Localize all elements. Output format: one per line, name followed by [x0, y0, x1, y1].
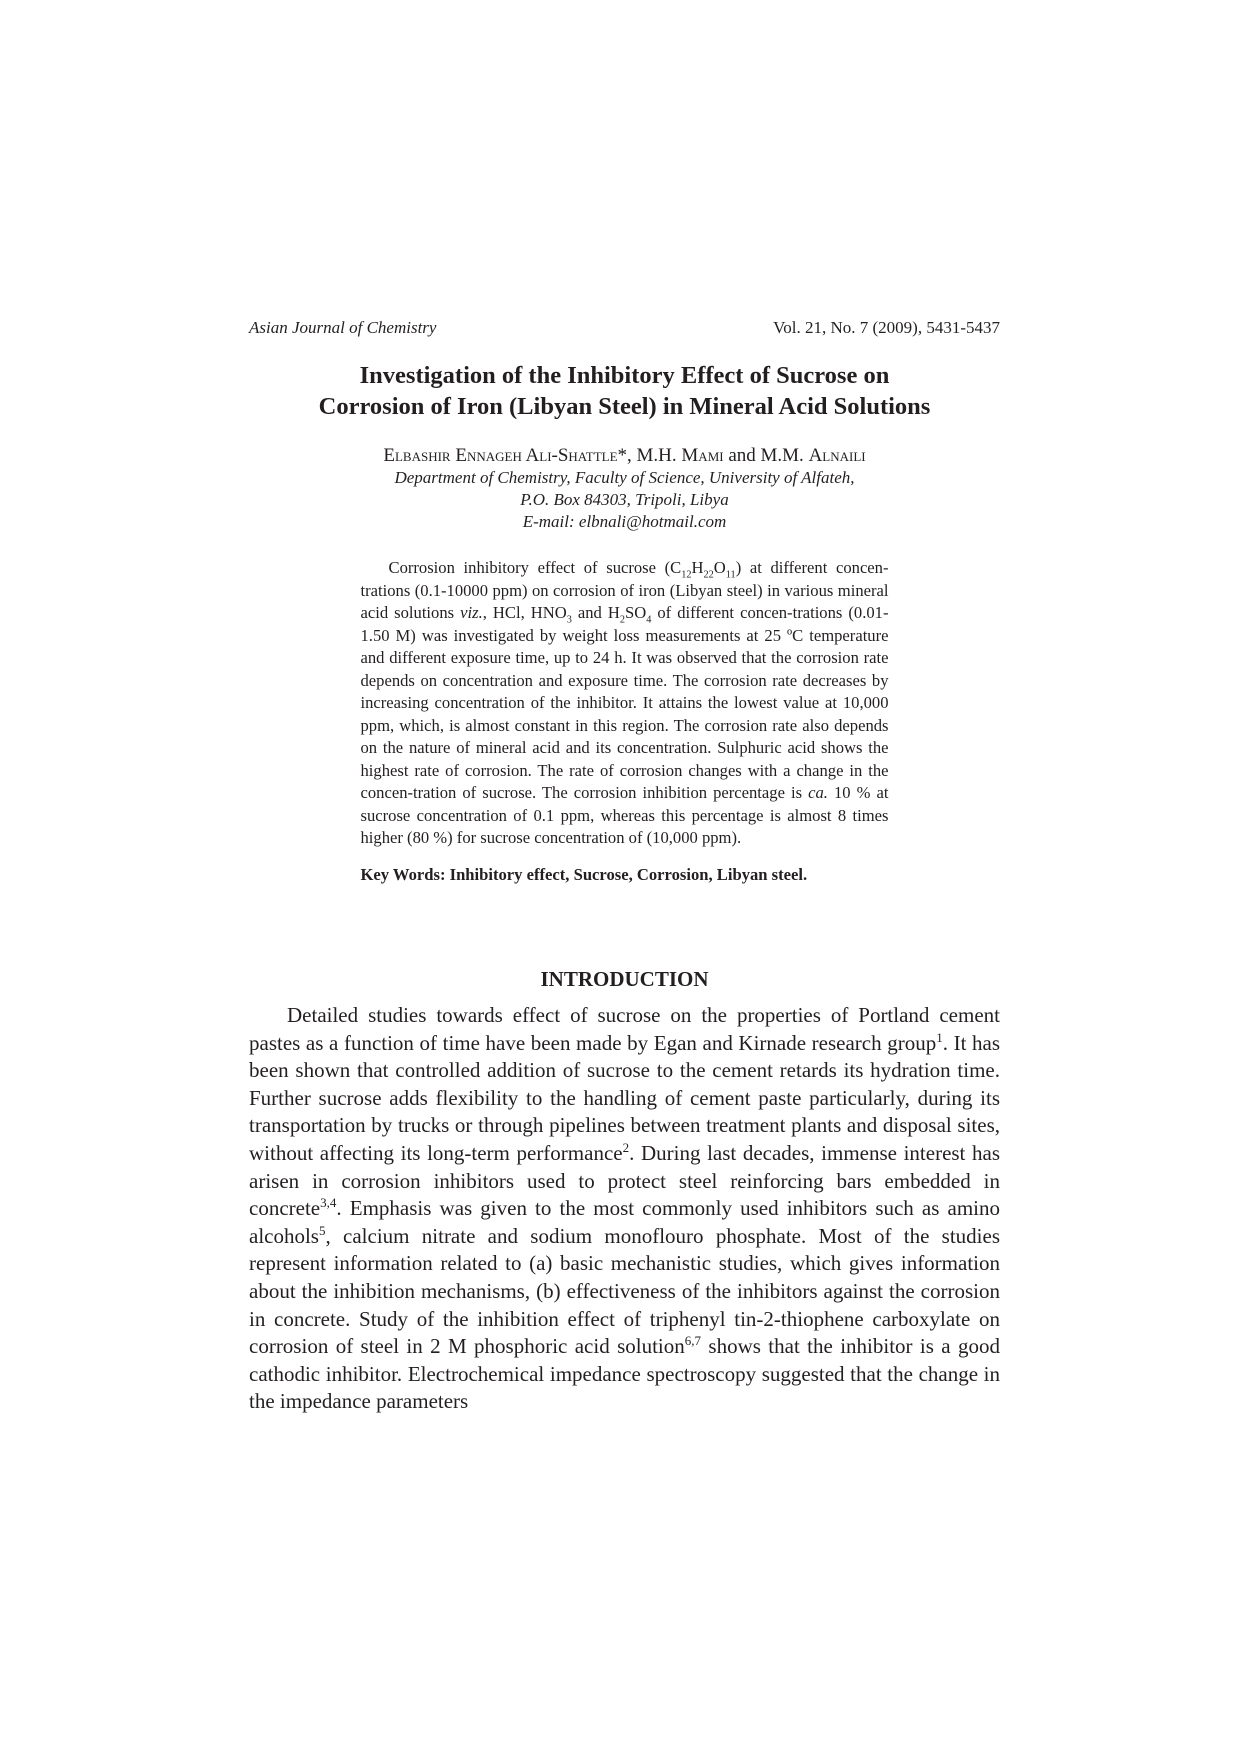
author-2-initials: M.H. [636, 445, 682, 466]
author-1: Elbashir Ennageh Ali-Shattle [383, 445, 618, 466]
author-conjunction: and [723, 445, 761, 466]
author-3-initials: M.M. [760, 445, 809, 466]
journal-name: Asian Journal of Chemistry [249, 318, 437, 337]
title-line-2: Corrosion of Iron (Libyan Steel) in Mineral Acid Solutions [318, 393, 931, 420]
abstract [361, 557, 889, 886]
citation-ref: 6,7 [684, 1333, 702, 1349]
citation-ref: 3,4 [320, 1195, 337, 1211]
corresponding-mark: *, [617, 445, 637, 466]
abstract-text: Corrosion inhibitory effect of sucrose $(C_{12}H_{22}O_{11})$ at different concen-trations (0.1-10000 ppm) on corrosion of iron (Libyan steel) in various mineral acid solutions viz., HCl, $HNO_3$ and $H_2SO_4$ of different concen-trations (0.01-1.50 M) was investigated by weight loss measurements at 25 ºC temperature and different exposure time, up to 24 h. It was observed that the corrosion rate depends on concentration and exposure time. The corrosion rate decreases by increasing concentration of the inhibitor. It attains the lowest value at 10,000 ppm, which, is almost constant in this region. The corrosion rate also depends on the nature of mineral acid and its concentration. Sulphuric acid shows the highest rate of corrosion. The rate of corrosion changes with a change in the concen-tration of sucrose. The corrosion inhibition percentage is ca. 10 % at sucrose concentration of 0.1 ppm, whereas this percentage is almost 8 times higher (80 %) for sucrose concentration of (10,000 ppm). [360, 558, 889, 847]
paper-title [249, 360, 1000, 422]
citation-ref: 5 [318, 1222, 326, 1238]
citation-ref: 2 [622, 1139, 630, 1155]
author-2-surname: Mami [681, 445, 724, 466]
affiliation-email: E-mail: elbnali@hotmail.com [522, 512, 727, 531]
keywords: Key Words: Inhibitory effect, Sucrose, Corrosion, Libyan steel. [360, 864, 808, 884]
title-line-1: Investigation of the Inhibitory Effect of Sucrose on [359, 362, 890, 389]
introduction-paragraph: Detailed studies towards effect of sucrose on the properties of Portland cement pastes as a function of time have been made by Egan and Kirnade research group$^1$. It has been shown that controlled addition of sucrose to the cement retards its hydration time. Further sucrose adds flexibility to the handling of cement paste particularly, during its transportation by trucks or through pipelines between treatment plants and disposal sites, without affecting its long-term performance$^2$. During last decades, immense interest has arisen in corrosion inhibitors used to protect steel reinforcing bars embedded in concrete$^{3,4}$. Emphasis was given to the most commonly used inhibitors such as amino alcohols$^5$, calcium nitrate and sodium monoflouro phosphate. Most of the studies represent information related to (a) basic mechanistic studies, which gives information about the inhibition mechanisms, (b) effectiveness of the inhibitors against the corrosion in concrete. Study of the inhibition effect of triphenyl tin-2-thiophene carboxylate on corrosion of steel in 2 M phosphoric acid solution$^{6,7}$ shows that the inhibitor is a good cathodic inhibitor. Electrochemical impedance spectroscopy suggested that the change in the impedance parameters [249, 1003, 1000, 1414]
paper-page [249, 318, 1000, 1416]
section-heading-introduction: INTRODUCTION [540, 967, 709, 991]
affiliation-address: P.O. Box 84303, Tripoli, Libya [520, 490, 729, 509]
volume-info: Vol. 21, No. 7 (2009), 5431-5437 [773, 318, 1000, 337]
author-3-surname: Alnaili [808, 445, 866, 466]
affiliation-department: Department of Chemistry, Faculty of Science, University of Alfateh, [394, 468, 855, 487]
running-head [249, 318, 1000, 338]
author-list [249, 444, 1000, 467]
citation-ref: 1 [936, 1029, 943, 1045]
